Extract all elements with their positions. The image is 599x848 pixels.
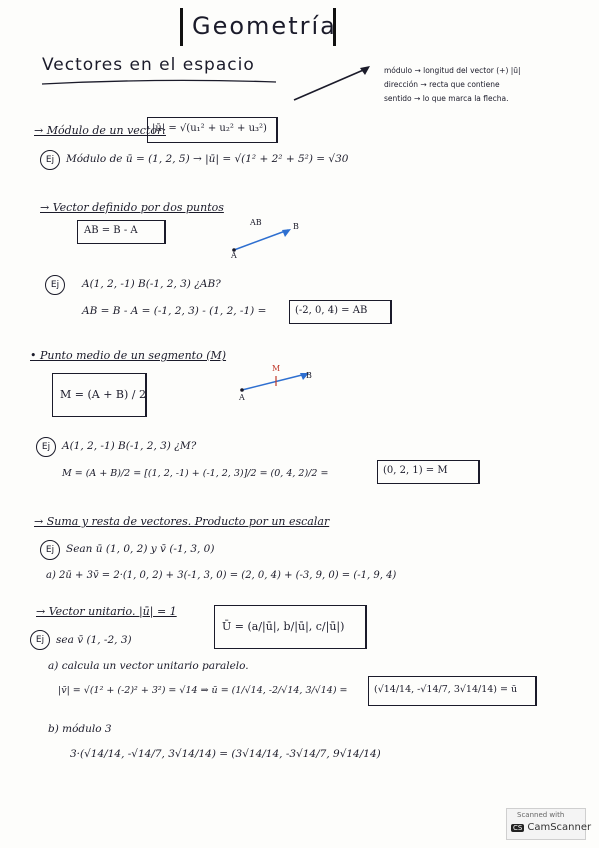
vector-ab-diagram (228, 220, 298, 260)
unitario-part-b-calc: 3·(√14/14, -√14/7, 3√14/14) = (3√14/14, -3√14/7, 9√14/14) (70, 748, 381, 760)
example-badge: Ej (40, 150, 60, 170)
subtitle-underline (40, 76, 280, 88)
camscanner-logo-icon: CS (513, 824, 523, 832)
punto-medio-example-2: M = (A + B)/2 = [(1, 2, -1) + (-1, 2, 3)]/2 = (0, 4, 2)/2 = (62, 468, 329, 479)
punto-medio-heading: • Punto medio de un segmento (M) (30, 349, 227, 362)
unitario-heading: → Vector unitario. |ū| = 1 (36, 605, 177, 618)
example-badge: Ej (40, 540, 60, 560)
unitario-formula: Ū = (a/|ū|, b/|ū|, c/|ū|) (222, 620, 345, 633)
suma-heading: → Suma y resta de vectores. Producto por un escalar (34, 515, 330, 528)
punto-medio-result: (0, 2, 1) = M (383, 465, 448, 476)
suma-example-1: Sean ū (1, 0, 2) y v̄ (-1, 3, 0) (66, 543, 215, 555)
legend-sentido: sentido → lo que marca la flecha. (384, 94, 509, 103)
section-title: Vectores en el espacio (42, 55, 255, 75)
modulo-formula: |ū| = √(u₁² + u₂² + u₃²) (152, 123, 267, 134)
diagram-label-a: A (231, 251, 237, 260)
diagram-label-b: B (306, 371, 312, 380)
unitario-example-1: sea v̄ (1, -2, 3) (56, 634, 132, 646)
legend-direccion: dirección → recta que contiene (384, 80, 500, 89)
unitario-part-a-calc: |v̄| = √(1² + (-2)² + 3²) = √14 ⇒ ū = (1/√14, -2/√14, 3/√14) = (58, 685, 348, 696)
diagram-label-b: B (293, 222, 299, 231)
punto-medio-formula: M = (A + B) / 2 (60, 388, 146, 401)
vector-puntos-example-1: A(1, 2, -1) B(-1, 2, 3) ¿AB? (82, 278, 221, 290)
modulo-heading: → Módulo de un vector: (34, 124, 166, 137)
diagram-label-ab: AB (250, 218, 262, 227)
page-title: Geometría (192, 12, 337, 40)
legend-arrow (290, 62, 375, 104)
scanner-label: Scanned with (517, 811, 565, 819)
vector-puntos-example-2: AB = B - A = (-1, 2, 3) - (1, 2, -1) = (82, 305, 267, 317)
scanner-name: CamScanner (527, 822, 592, 833)
example-badge: Ej (45, 275, 65, 295)
unitario-part-b: b) módulo 3 (48, 723, 112, 735)
example-badge: Ej (30, 630, 50, 650)
unitario-part-a: a) calcula un vector unitario paralelo. (48, 660, 249, 672)
scanner-watermark (506, 808, 592, 840)
diagram-label-a: A (239, 393, 245, 402)
unitario-part-a-result: (√14/14, -√14/7, 3√14/14) = ū (374, 684, 518, 695)
punto-medio-example-1: A(1, 2, -1) B(-1, 2, 3) ¿M? (62, 440, 197, 452)
suma-example-2: a) 2ū + 3v̄ = 2·(1, 0, 2) + 3(-1, 3, 0) = (2, 0, 4) + (-3, 9, 0) = (-1, 9, 4) (46, 570, 397, 581)
vector-puntos-result: (-2, 0, 4) = AB (295, 305, 368, 316)
example-badge: Ej (36, 437, 56, 457)
diagram-label-m: M (272, 364, 281, 373)
modulo-example: Módulo de ū = (1, 2, 5) → |ū| = √(1² + 2² + 5²) = √30 (66, 153, 349, 165)
vector-puntos-heading: → Vector definido por dos puntos (40, 201, 224, 214)
legend-modulo: módulo → longitud del vector (+) |ū| (384, 66, 521, 75)
vector-puntos-formula: AB = B - A (84, 225, 138, 236)
